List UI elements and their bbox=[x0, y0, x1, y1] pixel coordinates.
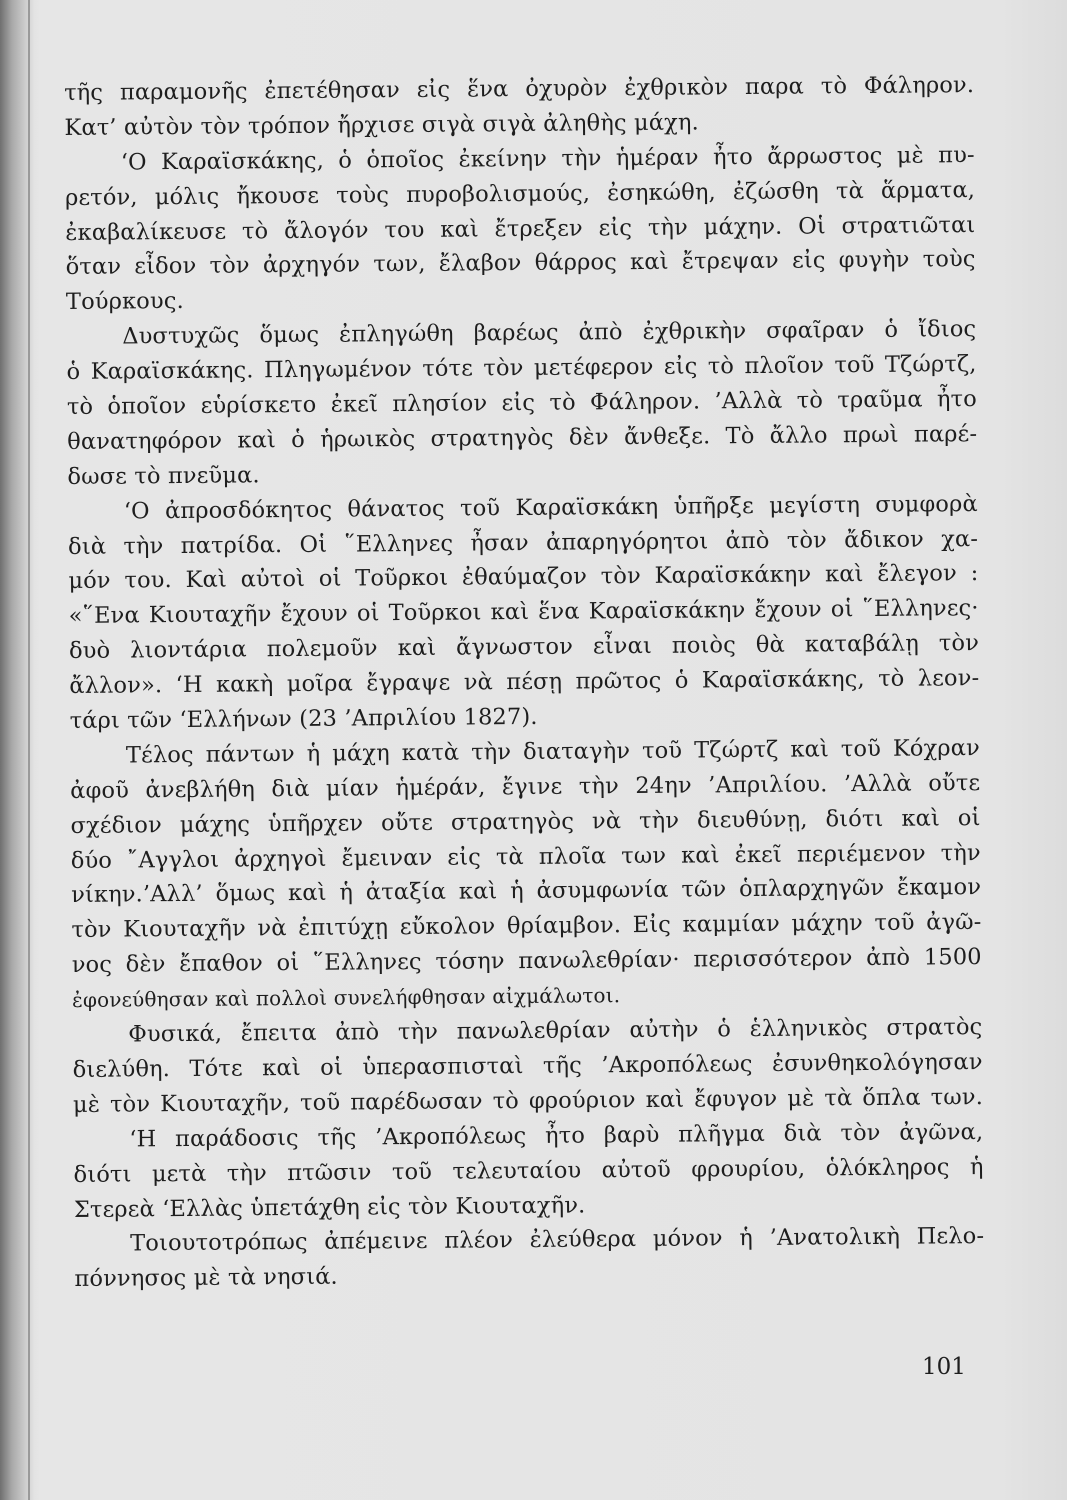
text-line: Τέλος πάντων ἡ μάχη κατὰ τὴν διαταγὴν τοῦ Τζώρτζ καὶ τοῦ Κόχραν bbox=[125, 734, 981, 769]
text-line: νος δὲν ἔπαθον οἱ ῞Ελληνες τόσην πανωλεθρίαν· περισσότερον ἀπὸ 1500 bbox=[71, 944, 982, 979]
text-line: ὁ Καραϊσκάκης. Πληγωμένον τότε τὸν μετέφερον εἰς τὸ πλοῖον τοῦ Τζώρτζ, bbox=[66, 351, 977, 386]
text-line: διὰ τὴν πατρίδα. Οἱ ῞Ελληνες ἦσαν ἀπαρηγόρητοι ἀπὸ τὸν ἄδικον χα- bbox=[67, 525, 979, 560]
text-line: δωσε τὸ πνεῦμα. bbox=[67, 462, 260, 490]
text-line: διελύθη. Τότε καὶ οἱ ὑπερασπισταὶ τῆς ’Ακροπόλεως ἐσυνθηκολόγησαν bbox=[72, 1048, 983, 1083]
text-line: νίκην.’Αλλ’ ὅμως καὶ ἡ ἀταξία καὶ ἡ ἀσυμφωνία τῶν ὁπλαρχηγῶν ἔκαμον bbox=[71, 874, 982, 909]
text-line: Κατ’ αὐτὸν τὸν τρόπον ἤρχισε σιγὰ σιγὰ ἀληθὴς μάχη. bbox=[64, 109, 699, 141]
text-line: ἀφοῦ ἀνεβλήθη διὰ μίαν ἡμέράν, ἔγινε τὴν 24ην ’Απριλίου. ’Αλλὰ οὔτε bbox=[70, 769, 981, 804]
text-line: θανατηφόρον καὶ ὁ ἡρωικὸς στρατηγὸς δὲν ἄνθεξε. Τὸ ἄλλο πρωὶ παρέ- bbox=[67, 420, 978, 455]
text-line: ἄλλον». ‘Η κακὴ μοῖρα ἔγραψε νὰ πέσῃ πρῶτος ὁ Καραϊσκάκης, τὸ λεον- bbox=[69, 665, 980, 700]
text-line: πόννησος μὲ τὰ νησιά. bbox=[74, 1263, 338, 1293]
text-line: ἐκαβαλίκευσε τὸ ἄλογόν του καὶ ἔτρεξεν εἰς τὴν μάχην. Οἱ στρατιῶται bbox=[65, 211, 976, 246]
text-line: τὸν Κιουταχῆν νὰ ἐπιτύχῃ εὔκολον θρίαμβον. Εἰς καμμίαν μάχην τοῦ ἀγῶ- bbox=[71, 909, 982, 944]
text-line: διότι μετὰ τὴν πτῶσιν τοῦ τελευταίου αὐτοῦ φρουρίου, ὁλόκληρος ἡ bbox=[73, 1153, 984, 1188]
text-line: Δυστυχῶς ὅμως ἐπληγώθη βαρέως ἀπὸ ἐχθρικὴν σφαῖραν ὁ ἴδιος bbox=[122, 316, 977, 350]
page-body-text bbox=[64, 68, 985, 1297]
text-line: ‘Η παράδοσις τῆς ’Ακροπόλεως ἦτο βαρὺ πλῆγμα διὰ τὸν ἀγῶνα, bbox=[129, 1118, 984, 1153]
text-line: σχέδιον μάχης ὑπῆρχεν οὔτε στρατηγὸς νὰ τὴν διευθύνῃ, διότι καὶ οἱ bbox=[70, 804, 981, 839]
text-line: τάρι τῶν ‘Ελλήνων (23 ’Απριλίου 1827). bbox=[69, 703, 538, 735]
text-line: δύο ῎Αγγλοι ἀρχηγοὶ ἔμειναν εἰς τὰ πλοῖα των καὶ ἐκεῖ περιέμενον τὴν bbox=[70, 839, 981, 874]
text-line: τὸ ὁποῖον εὑρίσκετο ἐκεῖ πλησίον εἰς τὸ Φάληρον. ’Αλλὰ τὸ τραῦμα ἦτο bbox=[66, 386, 977, 421]
text-line: ὅταν εἶδον τὸν ἀρχηγόν των, ἔλαβον θάρρος καὶ ἔτρεψαν εἰς φυγὴν τοὺς bbox=[65, 246, 976, 281]
text-line: Τοιουτοτρόπως ἀπέμεινε πλέον ἐλεύθερα μόνον ἡ ’Ανατολικὴ Πελο- bbox=[130, 1223, 985, 1257]
text-line: ‘Ο Καραϊσκάκης, ὁ ὁποῖος ἐκείνην τὴν ἡμέραν ἦτο ἄρρωστος μὲ πυ- bbox=[120, 141, 975, 176]
text-line: ἐφονεύθησαν καὶ πολλοὶ συνελήφθησαν αἰχμάλωτοι. bbox=[71, 983, 621, 1013]
text-line: μὲ τὸν Κιουταχῆν, τοῦ παρέδωσαν τὸ φρούριον καὶ ἔφυγον μὲ τὰ ὅπλα των. bbox=[72, 1083, 984, 1118]
page-number: 101 bbox=[922, 1354, 966, 1380]
text-line: ρετόν, μόλις ἤκουσε τοὺς πυροβολισμούς, ἐσηκώθη, ἐζώσθη τὰ ἅρματα, bbox=[64, 176, 976, 211]
text-line: ‘Ο ἀπροσδόκητος θάνατος τοῦ Καραϊσκάκη ὑπῆρξε μεγίστη συμφορὰ bbox=[123, 490, 978, 525]
text-line: Φυσικά, ἔπειτα ἀπὸ τὴν πανωλεθρίαν αὐτὴν ὁ ἑλληνικὸς στρατὸς bbox=[128, 1014, 983, 1048]
text-line: μόν του. Καὶ αὐτοὶ οἱ Τοῦρκοι ἐθαύμαζον τὸν Καραϊσκάκην καὶ ἔλεγον : bbox=[68, 560, 979, 595]
text-line: «῞Ενα Κιουταχῆν ἔχουν οἱ Τοῦρκοι καὶ ἕνα Καραϊσκάκην ἔχουν οἱ ῞Ελληνες· bbox=[68, 595, 979, 630]
text-line: δυὸ λιοντάρια πολεμοῦν καὶ ἄγνωστον εἶναι ποιὸς θὰ καταβάλῃ τὸν bbox=[68, 630, 980, 665]
text-line: Στερεὰ ‘Ελλὰς ὑπετάχθη εἰς τὸν Κιουταχῆν. bbox=[73, 1191, 586, 1223]
text-line: τῆς παραμονῆς ἐπετέθησαν εἰς ἕνα ὀχυρὸν ἐχθρικὸν παρα τὸ Φάληρον. bbox=[64, 72, 975, 106]
book-gutter-line bbox=[28, 0, 30, 1500]
text-line: Τούρκους. bbox=[65, 288, 184, 316]
